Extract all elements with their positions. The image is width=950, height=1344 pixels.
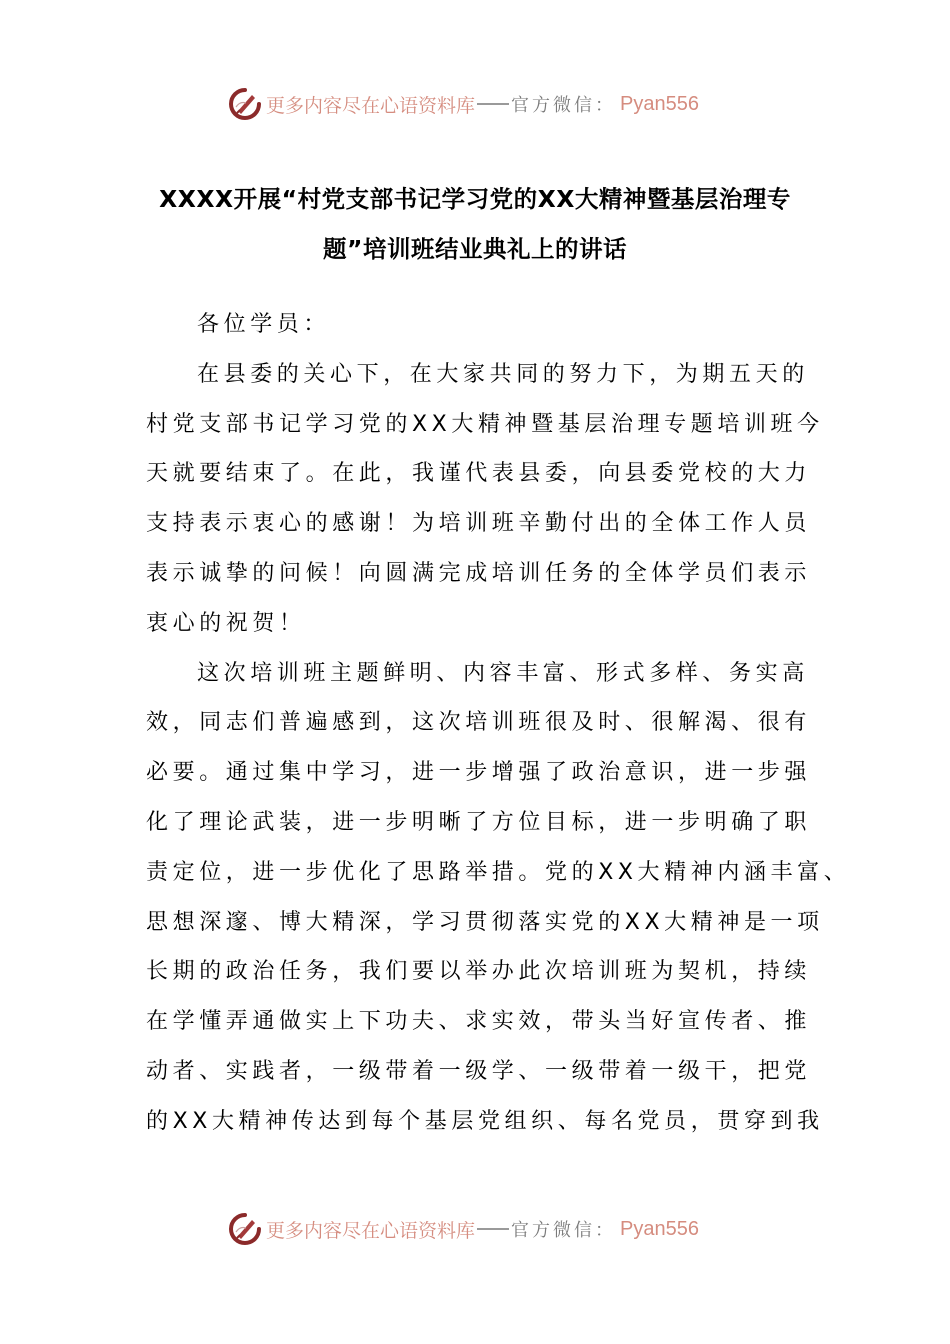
paragraph-line: 衷心的祝贺！ <box>146 610 306 636</box>
header-watermark <box>228 86 728 122</box>
title-line: XXXX开展“村党支部书记学习党的XX大精神暨基层治理专 <box>159 185 791 213</box>
watermark-main-text: 更多内容尽在心语资料库 <box>266 1219 476 1242</box>
paragraph-line: 动者、实践者，一级带着一级学、一级带着一级干，把党 <box>146 1058 812 1084</box>
document-title <box>130 174 820 274</box>
salutation: 各位学员： <box>197 312 331 337</box>
paragraph-line: 表示诚挚的问候！向圆满完成培训任务的全体学员们表示 <box>146 560 812 586</box>
watermark-wechat-id: Pyan556 <box>620 92 699 115</box>
paragraph-line: 这次培训班主题鲜明、内容丰富、形式多样、务实高 <box>197 660 809 686</box>
paragraph-line: 效，同志们普遍感到，这次培训班很及时、很解渴、很有 <box>146 710 812 736</box>
paragraph-line: 在县委的关心下，在大家共同的努力下，为期五天的 <box>197 361 809 387</box>
paragraph-line: 村党支部书记学习党的XX大精神暨基层治理专题培训班今 <box>146 411 824 437</box>
watermark-main-text: 更多内容尽在心语资料库 <box>266 94 476 117</box>
title-line: 题”培训班结业典礼上的讲话 <box>323 234 627 263</box>
paragraph-line: 的XX大精神传达到每个基层党组织、每名党员，贯穿到我 <box>146 1108 824 1134</box>
paragraph-line: 思想深邃、博大精深，学习贯彻落实党的XX大精神是一项 <box>146 909 824 935</box>
watermark-dash <box>477 1228 509 1230</box>
quill-pen-logo-icon <box>228 87 262 121</box>
watermark-dash <box>477 103 509 105</box>
footer-watermark <box>228 1211 728 1247</box>
paragraph-line: 天就要结束了。在此，我谨代表县委，向县委党校的大力 <box>146 461 812 487</box>
watermark-official-label: 官方微信： <box>511 1220 617 1241</box>
document-body <box>146 300 851 1147</box>
paragraph-line: 长期的政治任务，我们要以举办此次培训班为契机，持续 <box>146 959 812 985</box>
paragraph-line: 必要。通过集中学习，进一步增强了政治意识，进一步强 <box>146 760 812 786</box>
paragraph-line: 化了理论武装，进一步明晰了方位目标，进一步明确了职 <box>146 809 812 835</box>
paragraph-line: 支持表示衷心的感谢！为培训班辛勤付出的全体工作人员 <box>146 511 812 537</box>
quill-pen-logo-icon <box>228 1212 262 1246</box>
paragraph-line: 在学懂弄通做实上下功夫、求实效，带头当好宣传者、推 <box>146 1009 812 1035</box>
watermark-wechat-id: Pyan556 <box>620 1217 699 1240</box>
watermark-official-label: 官方微信： <box>511 95 617 116</box>
paragraph-line: 责定位，进一步优化了思路举措。党的XX大精神内涵丰富、 <box>146 859 851 885</box>
